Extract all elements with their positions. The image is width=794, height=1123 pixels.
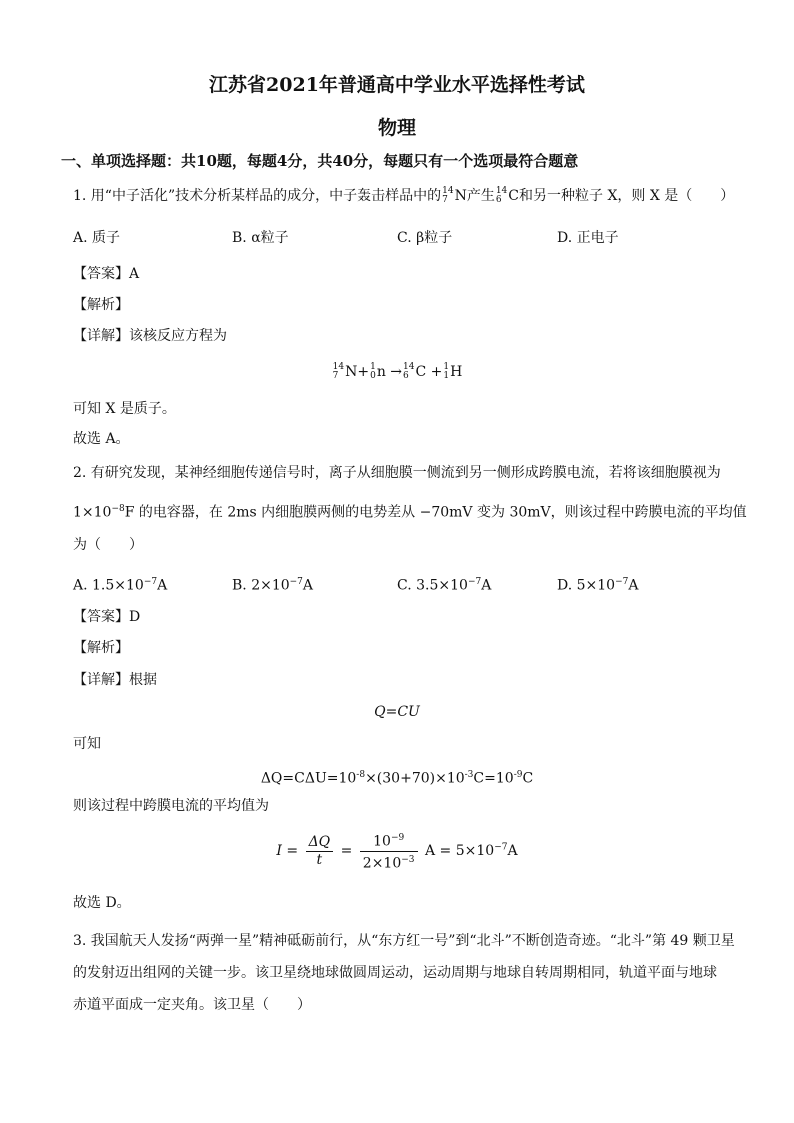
nitrogen-isotope-scripts: 14 7 — [442, 186, 454, 205]
q3-stem-line1: 3. 我国航天人发扬“两弹一星”精神砥砺前行，从“东方红一号”到“北斗”不断创造奇迹。“北斗”第 49 颗卫星 — [73, 933, 735, 949]
q1-answer-line — [73, 264, 139, 284]
q2-stem-line3: 为（ ） — [73, 537, 143, 553]
fraction-dq-over-t: $\frac{\Delta Q}{t}$ — [306, 834, 334, 869]
question-1-stem: 1. 用“中子活化”技术分析某样品的成分，中子轰击样品中的 14 7 N产生 14 6 C和另一种粒子 X，则 X 是（ ） — [73, 186, 735, 205]
section-heading: 一、单项选择题：共10题，每题4分，共40分，每题只有一个选项最符合题意 — [61, 152, 579, 170]
q1-option-b: B. α粒子 — [232, 230, 289, 246]
q2-current-text: 则该过程中跨膜电流的平均值为 — [73, 798, 269, 814]
q2-option-d: D. $5\times 10^{-7}A$ — [557, 577, 639, 594]
q2-option-b: B. $2\times 10^{-7}A$ — [232, 577, 314, 594]
q1-analysis-tag: 【解析】 — [73, 297, 129, 313]
q1-answer: A — [129, 266, 140, 282]
answer-tag: 【答案】 — [73, 266, 129, 282]
q1-detail-line: 【详解】该核反应方程为 — [73, 328, 227, 344]
q2-answer: D — [129, 609, 141, 625]
q2-stem-line1: 2. 有研究发现，某神经细胞传递信号时，离子从细胞膜一侧流到另一侧形成跨膜电流，若将该细胞膜视为 — [73, 465, 721, 481]
q1-reaction-equation: 14 7 N+ 1 0 n → 14 6 C + 1 1 H — [332, 362, 463, 381]
q1-option-a: A. 质子 — [73, 230, 121, 246]
q2-kezhi: 可知 — [73, 736, 101, 752]
q3-stem-line2: 的发射迈出组网的关键一步。该卫星绕地球做圆周运动，运动周期与地球自转周期相同，轨道平面与地球 — [73, 965, 717, 981]
q2-option-c: C. $3.5\times 10^{-7}A$ — [397, 577, 492, 594]
q2-analysis-tag: 【解析】 — [73, 640, 129, 656]
q2-stem-line2: $1\times 10^{-8}F$ 的电容器，在 2ms 内细胞膜两侧的电势差从 −70mV 变为 30mV，则该过程中跨膜电流的平均值 — [73, 504, 747, 521]
q2-formula-q-cu: Q=CU — [374, 704, 420, 720]
q2-formula-delta-q: $\Delta Q=C\Delta U=10^{-8}\times(30+70)\times 10^{-3}C=10^{-9}C$ — [260, 770, 534, 787]
q2-detail-line: 【详解】根据 — [73, 672, 157, 688]
q2-option-a: A. $1.5\times 10^{-7}A$ — [73, 577, 168, 594]
q2-formula-current: I = $\frac{\Delta Q}{t}$ = $\frac{10^{-9}}{2\times 10^{-3}}$ $A = 5\times 10^{-7}A$ — [0, 830, 794, 872]
fraction-numeric: $\frac{10^{-9}}{2\times 10^{-3}}$ — [360, 830, 418, 872]
q2-answer-line: 【答案】D — [73, 609, 141, 625]
subject-title: 物理 — [377, 117, 416, 139]
q3-stem-line3: 赤道平面成一定夹角。该卫星（ ） — [73, 997, 311, 1013]
q1-option-d: D. 正电子 — [557, 230, 619, 246]
q1-option-c: C. β粒子 — [397, 230, 453, 246]
q1-choice: 故选 A。 — [73, 431, 130, 447]
q2-choice: 故选 D。 — [73, 895, 131, 911]
carbon-isotope-scripts: 14 6 — [495, 186, 508, 205]
q1-conclusion: 可知 X 是质子。 — [73, 401, 176, 417]
exam-title: 江苏省2021年普通高中学业水平选择性考试 — [209, 74, 585, 96]
